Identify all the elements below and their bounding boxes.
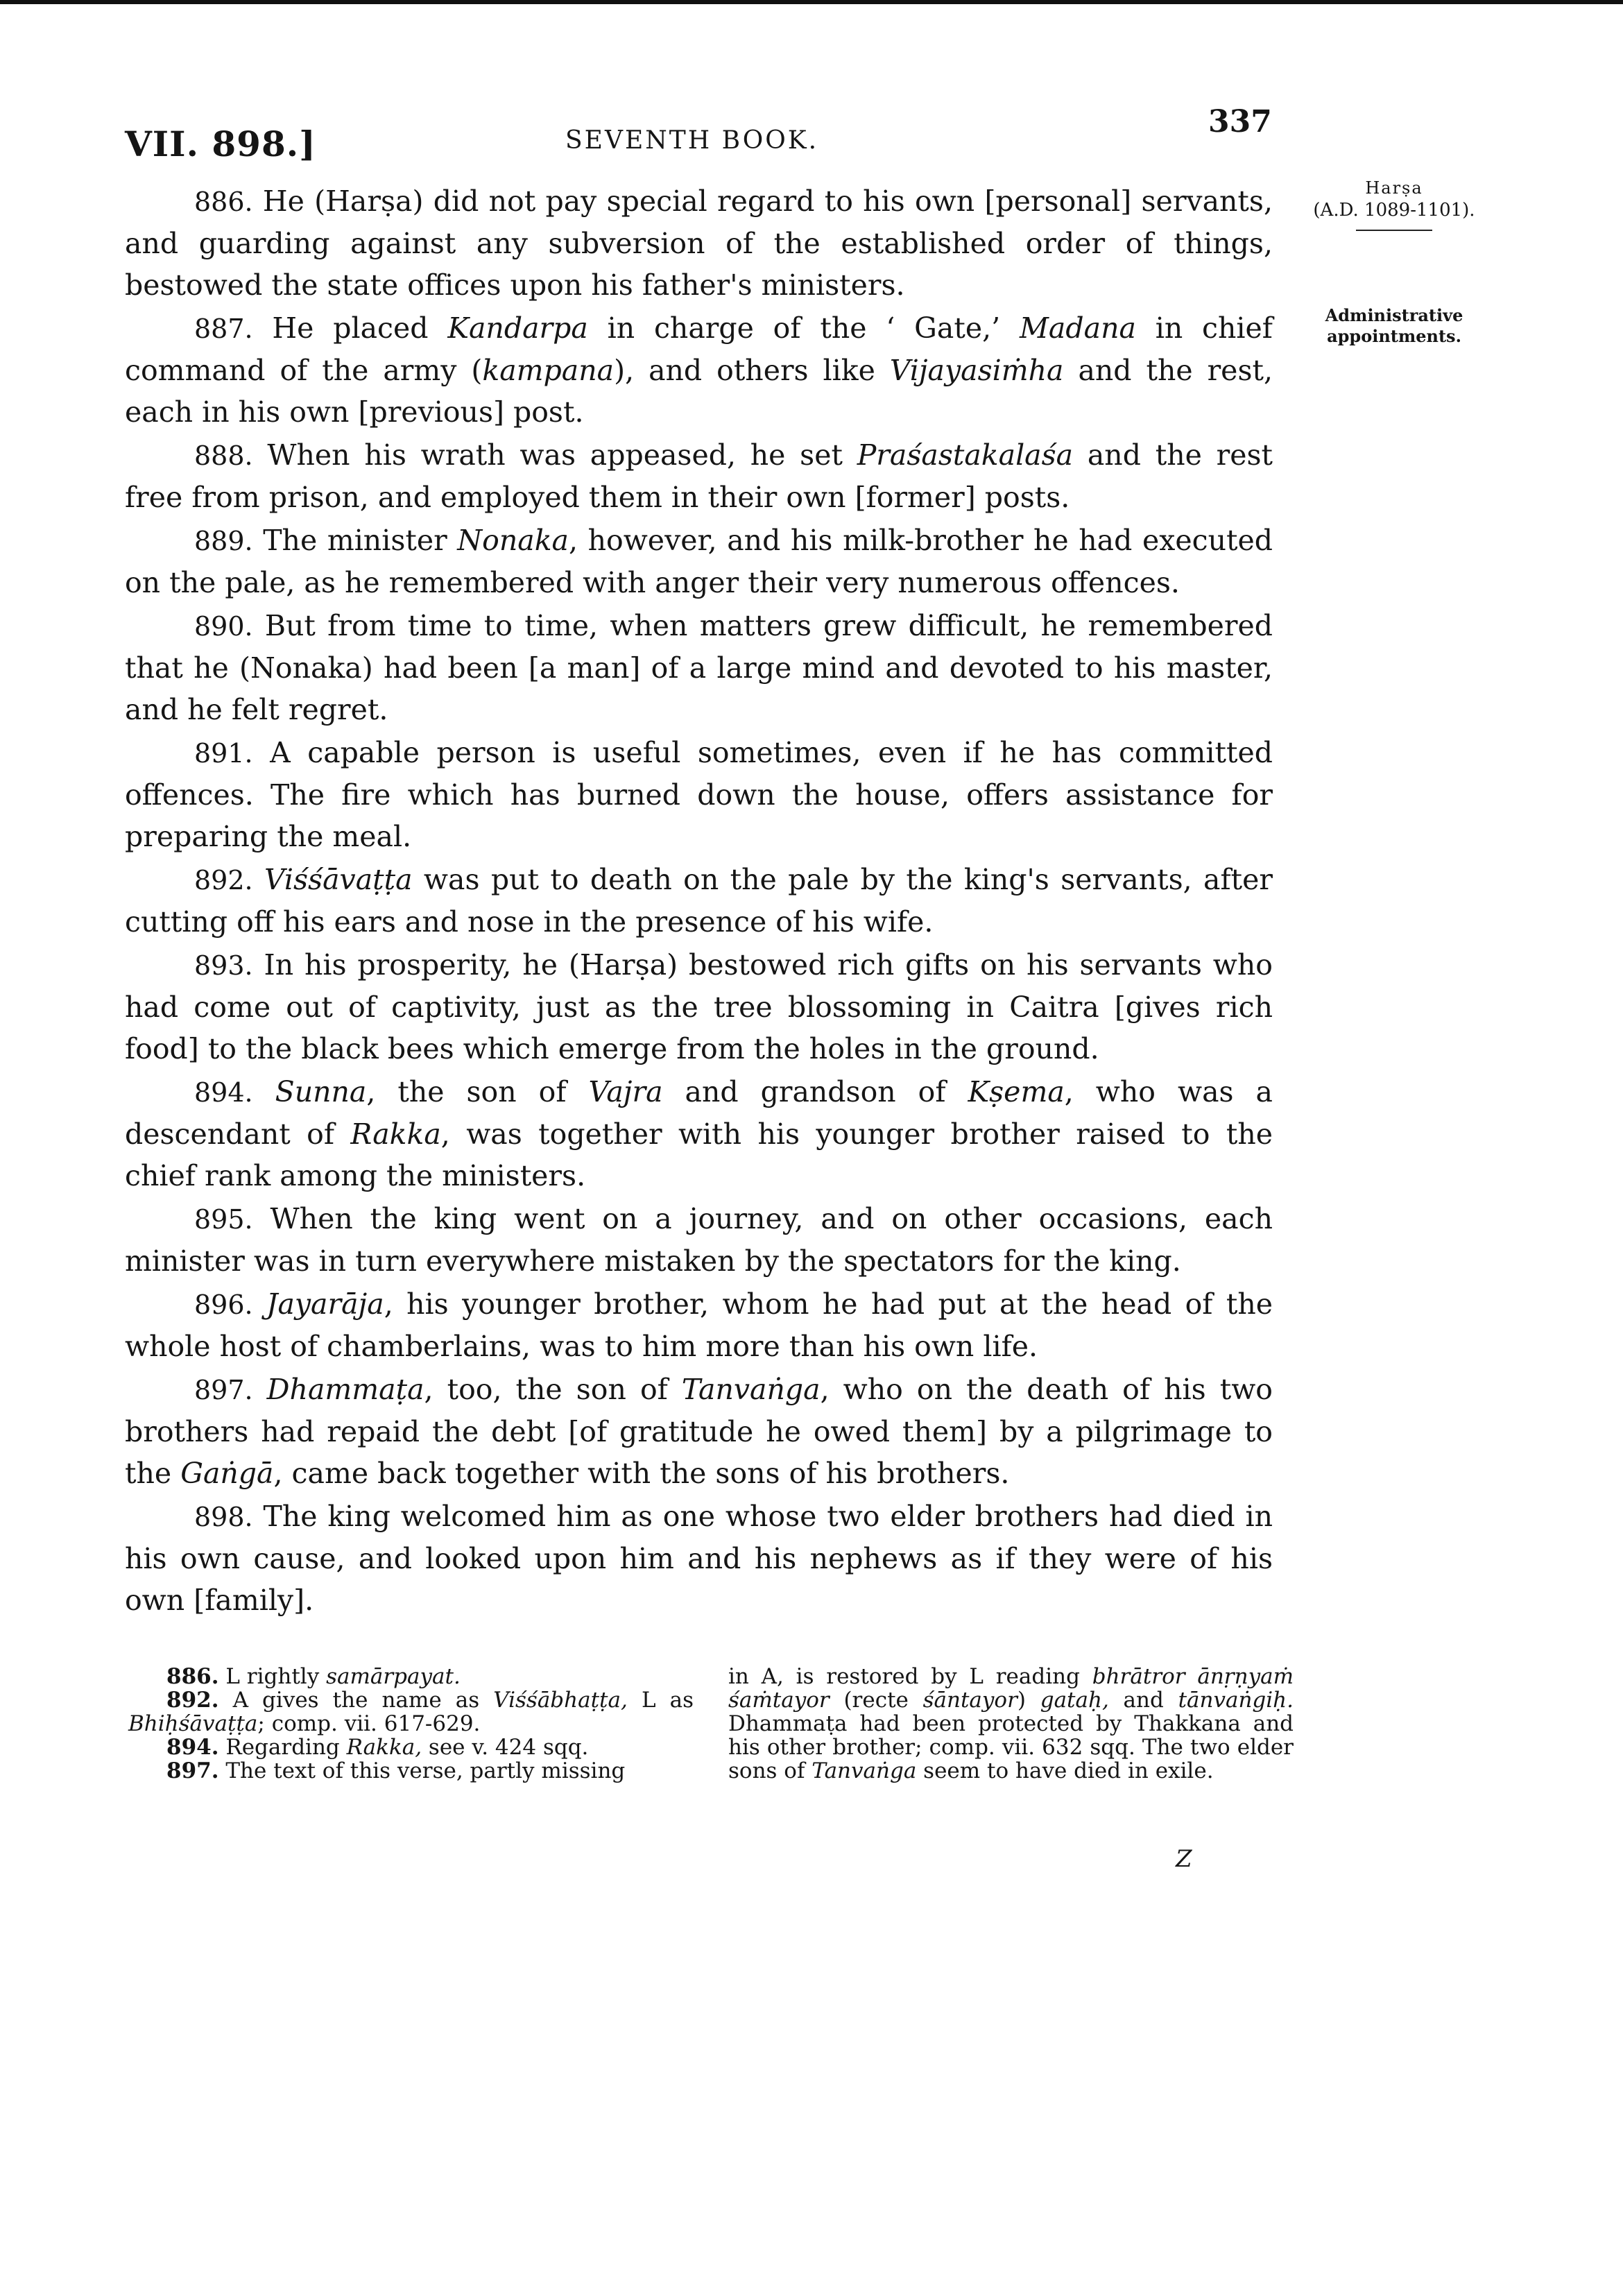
verse-898 (125, 1496, 1273, 1621)
verse-number: 890. (194, 611, 253, 642)
proper-name: Tanvaṅga (681, 1373, 821, 1406)
sanskrit-reading: gataḥ, (1040, 1688, 1109, 1713)
verse-889 (125, 520, 1273, 603)
verse-text: When the king went on a journey, and on other occasions, each minister was in turn everywhere mistaken by the spectators for the king. (125, 1202, 1273, 1278)
sanskrit-reading: śāntayor (922, 1688, 1017, 1713)
footnote-number: 897. (166, 1758, 219, 1783)
margin-divider (1356, 230, 1432, 231)
verse-number: 891. (194, 738, 253, 769)
verse-886 (125, 180, 1273, 306)
footnotes-left-column (128, 1665, 694, 1783)
proper-name: Praśastakalaśa (857, 438, 1074, 472)
proper-name: Rakka, (346, 1735, 422, 1760)
proper-name: Dhammaṭa (266, 1373, 424, 1406)
verse-text: and grandson of (662, 1075, 968, 1108)
verse-text: When his wrath was appeased, he set (267, 438, 857, 472)
verse-text: But from time to time, when matters grew difficult, he remembered that he (Nonaka) had been [a man] of a large mind and devoted to his master, and he felt regret. (125, 609, 1273, 726)
margin-appointments-line2: appointments. (1327, 326, 1461, 346)
footnote-text: The text of this verse, partly missing (218, 1758, 626, 1783)
margin-king-name: Harṣa (1365, 178, 1423, 198)
chapter-verse-reference: VII. 898.] (125, 123, 316, 164)
margin-note-king (1290, 177, 1498, 231)
verse-895 (125, 1198, 1273, 1282)
verse-text: , too, the son of (424, 1373, 682, 1406)
footnote-897-continued (728, 1665, 1294, 1783)
verse-text: , who was a descendant of (125, 1075, 1273, 1151)
footnote-text: L as (627, 1688, 694, 1713)
verse-text: and the rest, each in his own [previous] post. (125, 354, 1273, 429)
verse-text: , however, and his milk-brother he had executed on the pale, as he remembered with anger their very numerous offences. (125, 524, 1273, 599)
verse-888 (125, 434, 1273, 518)
sanskrit-reading: samārpayat. (326, 1664, 461, 1689)
verse-text: In his prosperity, he (Harṣa) bestowed rich gifts on his servants who had come out of captivity, just as the tree blossoming in Caitra [gives rich food] to the black bees which emerge from the holes in the ground. (125, 948, 1273, 1065)
verse-887 (125, 307, 1273, 433)
sanskrit-reading: bhrātror ānṛṇyaṁ śaṁtayor (728, 1664, 1294, 1713)
proper-name: Viśśāvaṭṭa (264, 863, 413, 896)
verse-text: He placed (272, 311, 448, 345)
verse-893 (125, 944, 1273, 1070)
running-title: SEVENTH BOOK. (565, 126, 819, 155)
sanskrit-reading: Bhiḥśāvaṭṭa (128, 1711, 258, 1736)
verse-number: 889. (194, 526, 253, 556)
footnote-text: ; comp. vii. 617-629. (257, 1711, 481, 1736)
verse-text: , the son of (366, 1075, 589, 1108)
verse-text: The king welcomed him as one whose two elder brothers had died in his own cause, and looked upon him and his nephews as if they were of his own [family]. (125, 1500, 1273, 1617)
verse-number: 893. (194, 950, 253, 981)
verse-text: in chief command of the army ( (125, 311, 1273, 387)
verse-892 (125, 859, 1273, 943)
verse-number: 888. (194, 440, 253, 471)
footnotes-right-column (728, 1665, 1294, 1783)
verse-text: The minister (263, 524, 458, 557)
verse-text: in charge of the ‘ Gate,’ (587, 311, 1020, 345)
verse-text: He (Harṣa) did not pay special regard to his own [personal] servants, and guarding against any subversion of the established order of things, bestowed the state offices upon his father's ministers. (125, 185, 1273, 302)
footnote-text: L rightly (218, 1664, 327, 1689)
verse-897 (125, 1369, 1273, 1494)
margin-note-appointments (1290, 305, 1498, 347)
verse-number: 897. (194, 1375, 253, 1405)
footnote-text: Regarding (218, 1735, 347, 1760)
verse-number: 887. (194, 314, 253, 344)
margin-appointments-line1: Administrative (1325, 305, 1463, 325)
footnote-886 (128, 1665, 694, 1688)
proper-name: Kandarpa (447, 311, 588, 345)
verse-number: 898. (194, 1502, 253, 1532)
main-text (125, 180, 1273, 1622)
verse-number: 895. (194, 1204, 253, 1235)
proper-name: Nonaka (457, 524, 569, 557)
proper-name: Tanvaṅga (812, 1758, 917, 1783)
footnote-text: Dhammaṭa had been protected by Thakkana and his other brother; comp. vii. 632 sqq. The two elder sons of (728, 1711, 1294, 1783)
proper-name: Vajra (588, 1075, 663, 1108)
proper-name: Jayarāja (266, 1287, 384, 1321)
verse-896 (125, 1283, 1273, 1367)
sanskrit-term: kampana (482, 354, 615, 387)
verse-text: ), and others like (614, 354, 890, 387)
margin-reign-dates: (A.D. 1089-1101). (1313, 200, 1475, 221)
footnote-text: see v. 424 sqq. (422, 1735, 589, 1760)
proper-name: Gaṅgā (180, 1457, 274, 1490)
printer-signature-mark: Z (1176, 1845, 1192, 1873)
verse-text: , who on the death of his two brothers had repaid the debt [of gratitude he owed them] by a pilgrimage to the (125, 1373, 1273, 1490)
verse-894 (125, 1071, 1273, 1197)
verse-text: was put to death on the pale by the king's servants, after cutting off his ears and nose in the presence of his wife. (125, 863, 1273, 939)
footnote-text: (recte (829, 1688, 923, 1713)
verse-number: 886. (194, 187, 253, 217)
footnote-number: 894. (166, 1735, 219, 1760)
verse-number: 894. (194, 1077, 253, 1108)
verse-text: and the rest free from prison, and employed them in their own [former] posts. (125, 438, 1273, 514)
footnote-text: A gives the name as (218, 1688, 494, 1713)
footnote-number: 886. (166, 1664, 219, 1689)
sanskrit-reading: tānvaṅgiḥ. (1178, 1688, 1294, 1713)
running-header (0, 104, 1623, 166)
verse-text: , was together with his younger brother raised to the chief rank among the ministers. (125, 1117, 1273, 1192)
proper-name: Rakka (350, 1117, 441, 1151)
footnote-897 (128, 1759, 694, 1783)
verse-number: 896. (194, 1290, 253, 1320)
footnote-892 (128, 1688, 694, 1736)
verse-891 (125, 732, 1273, 857)
top-edge-rule (0, 0, 1623, 4)
footnotes (128, 1665, 1294, 1783)
verse-text: , came back together with the sons of his brothers. (273, 1457, 1010, 1490)
footnote-number: 892. (166, 1688, 219, 1713)
page-number: 337 (1208, 104, 1272, 139)
footnote-894 (128, 1736, 694, 1759)
verse-text: , his younger brother, whom he had put at the head of the whole host of chamberlains, was to him more than his own life. (125, 1287, 1273, 1363)
proper-name: Sunna (275, 1075, 367, 1108)
footnote-text: and (1108, 1688, 1178, 1713)
footnote-text: seem to have died in exile. (916, 1758, 1214, 1783)
footnote-text: ) (1017, 1688, 1040, 1713)
proper-name: Kṣema (968, 1075, 1065, 1108)
verse-number: 892. (194, 865, 253, 896)
verse-text: A capable person is useful sometimes, even if he has committed offences. The fire which has burned down the house, offers assistance for preparing the meal. (125, 736, 1273, 853)
footnote-text: in A, is restored by L reading (728, 1664, 1092, 1689)
sanskrit-reading: Viśśābhaṭṭa, (493, 1688, 628, 1713)
verse-890 (125, 605, 1273, 730)
proper-name: Vijayasiṁha (889, 354, 1064, 387)
proper-name: Madana (1019, 311, 1136, 345)
